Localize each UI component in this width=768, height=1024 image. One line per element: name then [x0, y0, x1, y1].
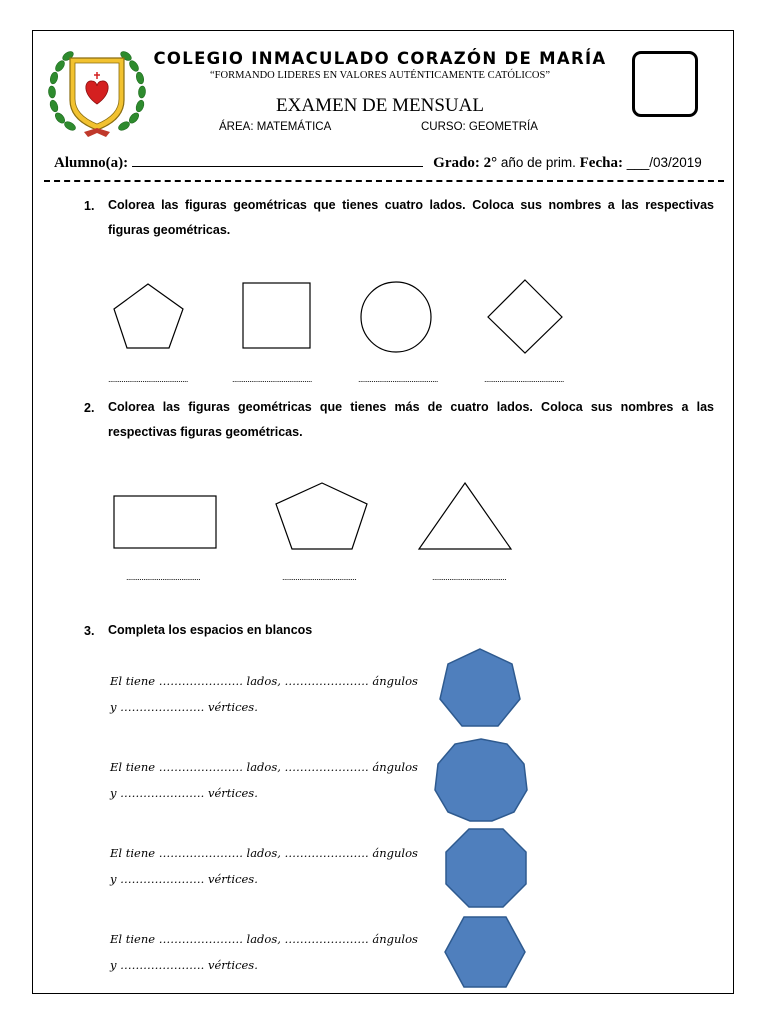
question-3-number: 3.: [84, 624, 95, 638]
circle-shape: [359, 280, 433, 354]
exam-title: EXAMEN DE MENSUAL: [276, 95, 484, 116]
fill-line-3b: y …………………. vértices.: [110, 872, 258, 886]
fill-line-3a: El tiene …………………. lados, …………………. ángulos: [110, 846, 418, 860]
answer-line[interactable]: .......................................: [432, 572, 507, 582]
school-motto: “FORMANDO LIDERES EN VALORES AUTÉNTICAMENTE CATÓLICOS”: [210, 70, 550, 81]
date-label: Fecha:: [579, 155, 623, 171]
octagon-shape: [445, 828, 527, 908]
rhombus-shape: [487, 280, 565, 354]
school-name: COLEGIO INMACULADO CORAZÓN DE MARÍA: [153, 49, 607, 68]
course-name: CURSO: GEOMETRÍA: [421, 121, 538, 133]
answer-line[interactable]: ..........................................: [484, 374, 564, 384]
question-2-number: 2.: [84, 401, 95, 415]
answer-line[interactable]: .......................................: [126, 572, 201, 582]
heptagon-shape: [438, 648, 522, 728]
school-logo: [44, 44, 150, 142]
pentagon-shape: [274, 482, 370, 552]
fill-line-4b: y …………………. vértices.: [110, 958, 258, 972]
student-name-label: Alumno(a):: [54, 155, 129, 171]
fill-line-1b: y …………………. vértices.: [110, 700, 258, 714]
fill-line-2b: y …………………. vértices.: [110, 786, 258, 800]
question-3-text: Completa los espacios en blancos: [108, 623, 313, 637]
grade-suffix: año de prim.: [500, 155, 576, 170]
student-name-field[interactable]: [132, 152, 423, 167]
answer-line[interactable]: ..........................................: [232, 374, 312, 384]
grade-label: Grado:: [433, 155, 480, 171]
fill-line-4a: El tiene …………………. lados, …………………. ángulos: [110, 932, 418, 946]
grade-value: 2°: [483, 155, 498, 171]
fill-line-2a: El tiene …………………. lados, …………………. ángulos: [110, 760, 418, 774]
fill-line-1a: El tiene …………………. lados, …………………. ángulos: [110, 674, 418, 688]
answer-line[interactable]: ..........................................: [108, 374, 188, 384]
square-shape: [242, 282, 312, 350]
nonagon-shape: [433, 738, 529, 822]
question-1-text: Colorea las figuras geométricas que tienes cuatro lados. Coloca sus nombres a las respectivas figuras geométricas.: [108, 198, 714, 237]
divider: [44, 180, 724, 182]
pentagon-shape: [110, 282, 186, 352]
subject-area: ÁREA: MATEMÁTICA: [219, 121, 332, 133]
grade-box: [632, 51, 698, 117]
hexagon-shape: [444, 916, 526, 988]
date-value: ___/03/2019: [626, 155, 702, 170]
answer-line[interactable]: .......................................: [282, 572, 357, 582]
question-1-number: 1.: [84, 199, 95, 213]
triangle-shape: [418, 482, 514, 552]
rectangle-shape: [113, 495, 219, 551]
answer-line[interactable]: ..........................................: [358, 374, 438, 384]
question-2-text: Colorea las figuras geométricas que tienes más de cuatro lados. Coloca sus nombres a las respectivas figuras geométricas.: [108, 400, 714, 439]
student-info-row: [54, 152, 702, 172]
